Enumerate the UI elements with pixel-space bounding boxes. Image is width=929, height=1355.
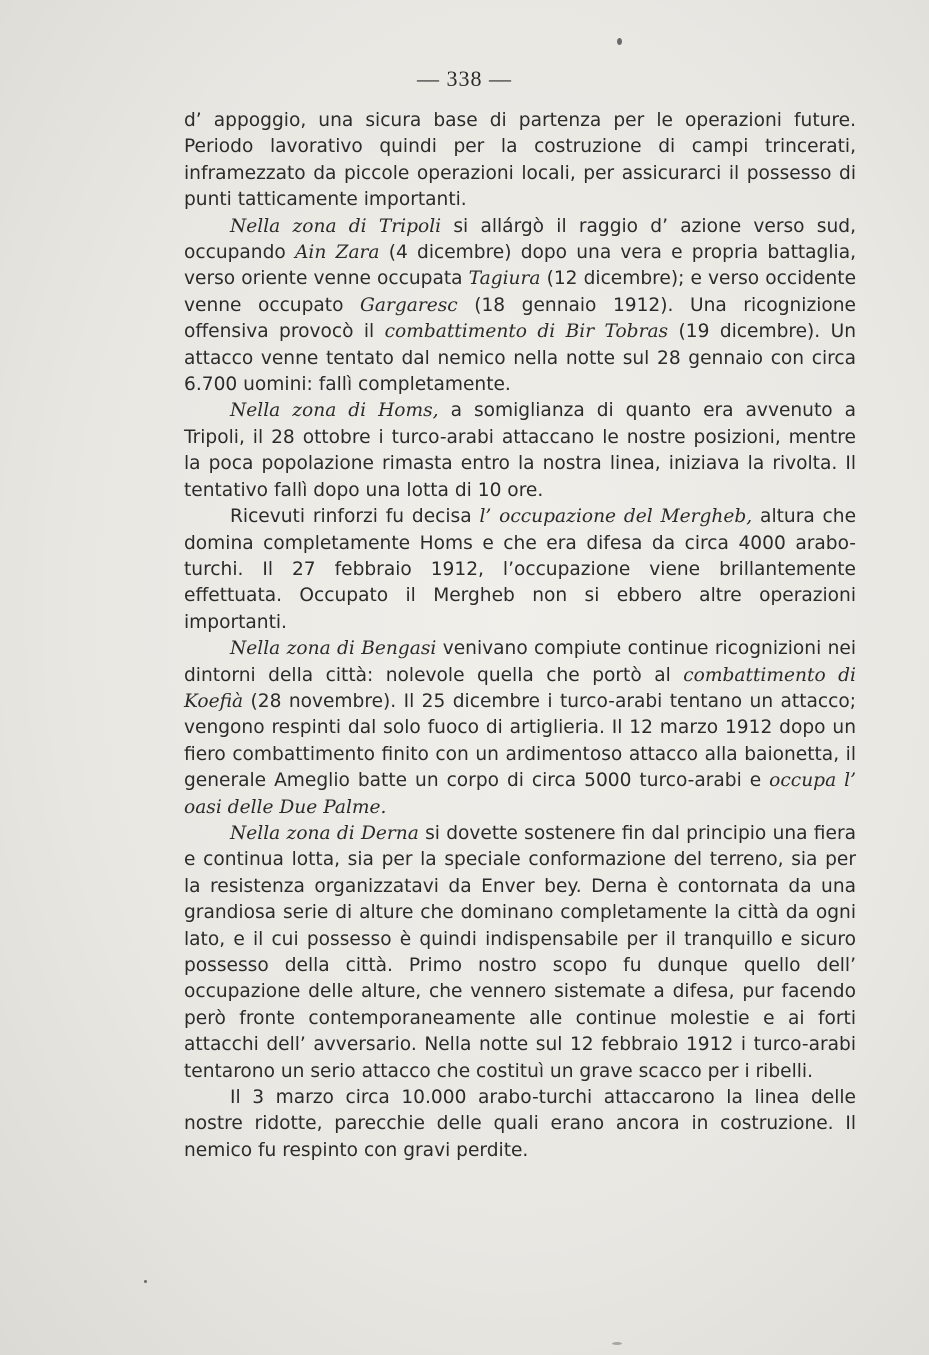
text-run: (4 dicembre) dopo una vera e propria battaglia, verso oriente venne occupata — [184, 242, 856, 290]
text-run: Ricevuti rinforzi fu decisa — [230, 506, 480, 528]
paragraph — [184, 214, 856, 399]
italic-text: Gargaresc — [360, 294, 458, 316]
body-text — [184, 108, 856, 1164]
paragraph — [184, 636, 856, 821]
italic-text: combattimento di Koefià — [184, 664, 856, 712]
italic-text: Nella zona di Tripoli — [230, 215, 442, 237]
text-run: si dovette sostenere fin dal principio una fiera e continua lotta, sia per la speciale conformazione del terreno, sia per la resistenza organizzatavi da Enver bey. Derna è contornata da una grandiosa serie di alture che dominano completamente la città da ogni lato, e il cui possesso è quindi indispensabile per il tranquillo e sicuro possesso della città. Primo nostro scopo fu dunque quello dell’ occupazione delle alture, che vennero sistemate a difesa, pur facendo però fronte contemporaneamente alle continue molestie e ai forti attacchi dell’ avversario. Nella notte sul 12 febbraio 1912 i turco-arabi tentarono un serio attacco che costituì un grave scacco per i ribelli. — [184, 822, 856, 1082]
text-run: venivano compiute continue ricognizioni nei dintorni della città: nolevole quella che portò al — [184, 638, 856, 686]
italic-text: occupa l’ oasi delle Due Palme. — [184, 770, 856, 818]
italic-text: Ain Zara — [294, 242, 380, 264]
paragraph — [184, 1085, 856, 1164]
italic-text: Nella zona di Homs, — [230, 400, 439, 422]
text-run: a somiglianza di quanto era avvenuto a Tripoli, il 28 ottobre i turco-arabi attaccano le nostre posizioni, mentre la poca popolazione rimasta entro la nostra linea, iniziava la rivolta. Il tentativo fallì dopo una lotta di 10 ore. — [184, 400, 856, 501]
paragraph — [184, 821, 856, 1085]
text-run: altura che domina completamente Homs e che era difesa da circa 4000 arabo-turchi. Il 27 febbraio 1912, l’occupazione viene brillantemente effettuata. Occupato il Mergheb non si ebbero altre operazioni importanti. — [184, 506, 857, 633]
italic-text: combattimento di Bir Tobras — [384, 321, 669, 343]
text-run: (19 dicembre). Un attacco venne tentato dal nemico nella notte sul 28 gennaio con circa 6.700 uomini: fallì completamente. — [184, 321, 856, 396]
italic-text: Nella zona di Bengasi — [230, 638, 437, 660]
text-run: (18 gennaio 1912). Una ricognizione offensiva provocò il — [184, 294, 856, 343]
text-run: (28 novembre). Il 25 dicembre i turco-arabi tentano un attacco; vengono respinti dal solo fuoco di artiglieria. Il 12 marzo 1912 dopo un fiero combattimento finito con un ardimentoso attacco alla baionetta, il generale Ameglio batte un corpo di circa 5000 turco-arabi e — [184, 690, 856, 792]
text-run: (12 dicembre); e verso occidente venne occupato — [184, 268, 857, 316]
scan-speck — [617, 38, 622, 45]
italic-text: Tagiura — [468, 268, 541, 290]
paragraph — [184, 108, 856, 214]
scan-speck — [612, 1342, 622, 1345]
italic-text: Nella zona di Derna — [230, 822, 419, 844]
italic-text: l’ occupazione del Mergheb, — [479, 506, 753, 528]
paragraph — [184, 398, 856, 504]
text-run: si allárgò il raggio d’ azione verso sud, occupando — [184, 215, 856, 264]
page-number: — 338 — — [417, 66, 512, 91]
paragraph — [184, 504, 856, 636]
text-run: d’ appoggio, una sicura base di partenza per le operazioni future. Periodo lavorativo quindi per la costruzione di campi trincerati, inframezzato da piccole operazioni locali, per assicurarci il possesso di punti tatticamente importanti. — [184, 110, 856, 211]
text-run: Il 3 marzo circa 10.000 arabo-turchi attaccarono la linea delle nostre ridotte, parecchie delle quali erano ancora in costruzione. Il nemico fu respinto con gravi perdite. — [184, 1087, 856, 1161]
scan-speck — [144, 1280, 147, 1283]
